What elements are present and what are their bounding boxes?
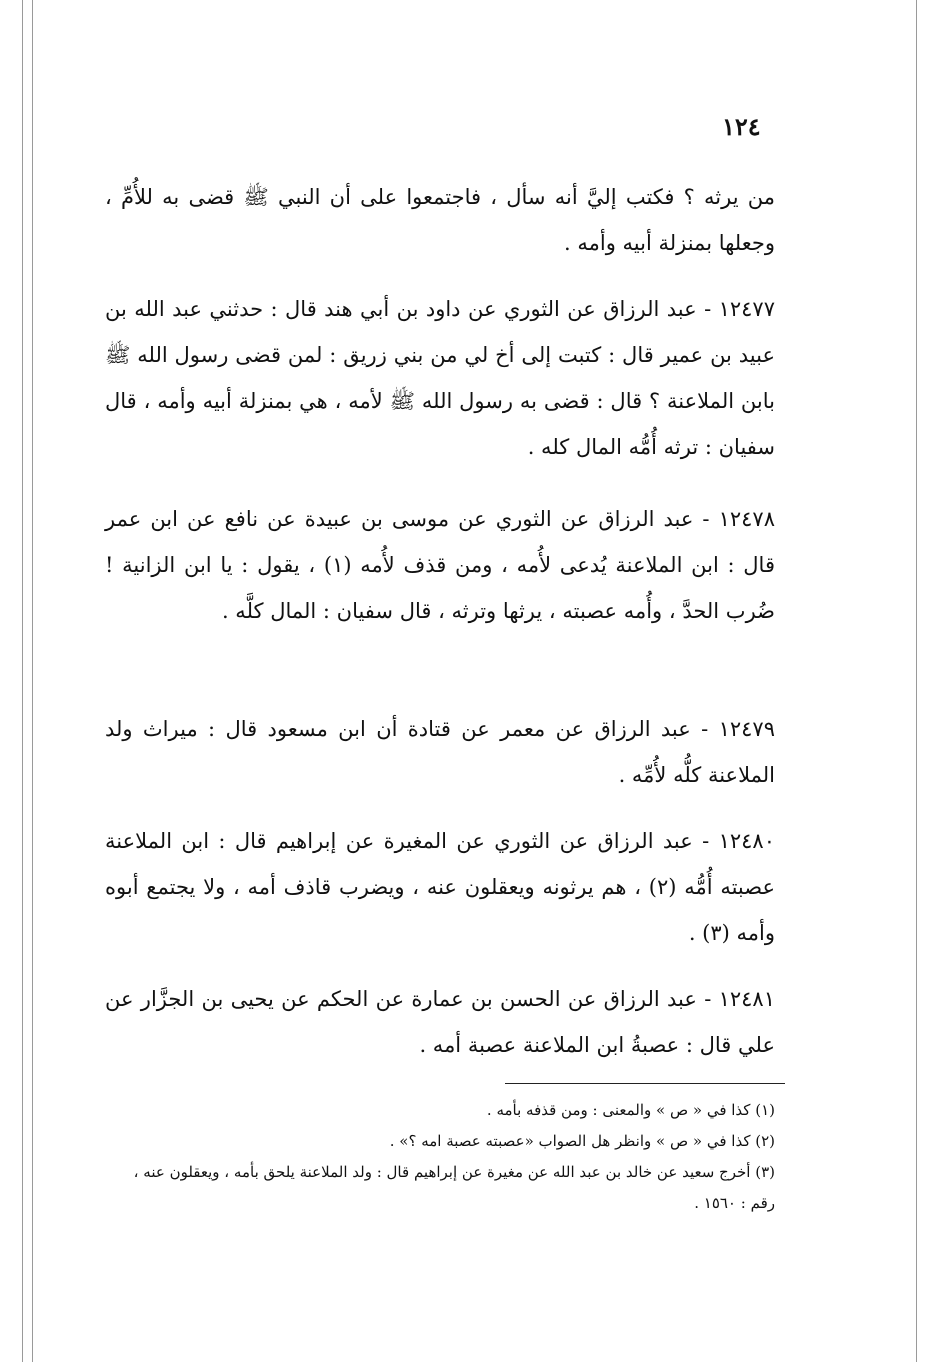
footnote-divider	[505, 1083, 785, 1084]
hadith-12481	[105, 976, 775, 1068]
paragraph-text: ١٢٤٨١ - عبد الرزاق عن الحسن بن عمارة عن الحكم عن يحيى بن الجزَّار عن علي قال : عصبةُ ابن الملاعنة عصبة أمه .	[105, 987, 775, 1057]
page-number: ١٢٤	[722, 112, 761, 141]
paragraph-intro	[105, 174, 775, 266]
scan-edge-line	[32, 0, 33, 1362]
scan-edge-line	[916, 0, 917, 1362]
footnote-3: (٣) أخرج سعيد عن خالد بن عبد الله عن مغيرة عن إبراهيم قال : ولد الملاعنة يلحق بأمه ، ويعقلون عنه ، رقم : ١٥٦٠ .	[133, 1163, 775, 1212]
footnote-2: (٢) كذا في « ص » وانظر هل الصواب «عصبته عصبة امه ؟» .	[389, 1132, 775, 1150]
hadith-12479	[105, 706, 775, 798]
hadith-12477	[105, 286, 775, 470]
hadith-12480	[105, 818, 775, 956]
paragraph-text: ١٢٤٨٠ - عبد الرزاق عن الثوري عن المغيرة عن إبراهيم قال : ابن الملاعنة عصبته أُمُّه (٢) ، هم يرثونه ويعقلون عنه ، ويضرب قاذف أمه ، ولا يجتمع أبوه وأمه (٣) .	[105, 829, 776, 945]
paragraph-text: من يرثه ؟ فكتب إليَّ أنه سأل ، فاجتمعوا على أن النبي ﷺ قضى به للأُمِّ ، وجعلها بمنزلة أبيه وأمه .	[105, 185, 775, 255]
hadith-12478	[105, 496, 775, 634]
footnotes	[105, 1095, 775, 1219]
paragraph-text: ١٢٤٧٩ - عبد الرزاق عن معمر عن قتادة أن ابن مسعود قال : ميراث ولد الملاعنة كلُّه لأُمِّه .	[105, 717, 775, 787]
paragraph-text: ١٢٤٧٨ - عبد الرزاق عن الثوري عن موسى بن عبيدة عن نافع عن ابن عمر قال : ابن الملاعنة يُدعى لأُمه ، ومن قذف لأُمه (١) ، يقول : يا ابن الزانية ! ضُرب الحدَّ ، وأُمه عصبته ، يرثها وترثه ، قال سفيان : المال كلَّه .	[105, 507, 775, 623]
footnote-1: (١) كذا في « ص » والمعنى : ومن قذفه بأمه .	[486, 1101, 775, 1119]
scan-edge-line	[22, 0, 23, 1362]
paragraph-text: ١٢٤٧٧ - عبد الرزاق عن الثوري عن داود بن أبي هند قال : حدثني عبد الله بن عبيد بن عمير قال : كتبت إلى أخ لي من بني زريق : لمن قضى رسول الله ﷺ بابن الملاعنة ؟ قال : قضى به رسول الله ﷺ لأمه ، هي بمنزلة أبيه وأمه ، قال سفيان : ترثه أُمُّه المال كله .	[105, 297, 775, 459]
